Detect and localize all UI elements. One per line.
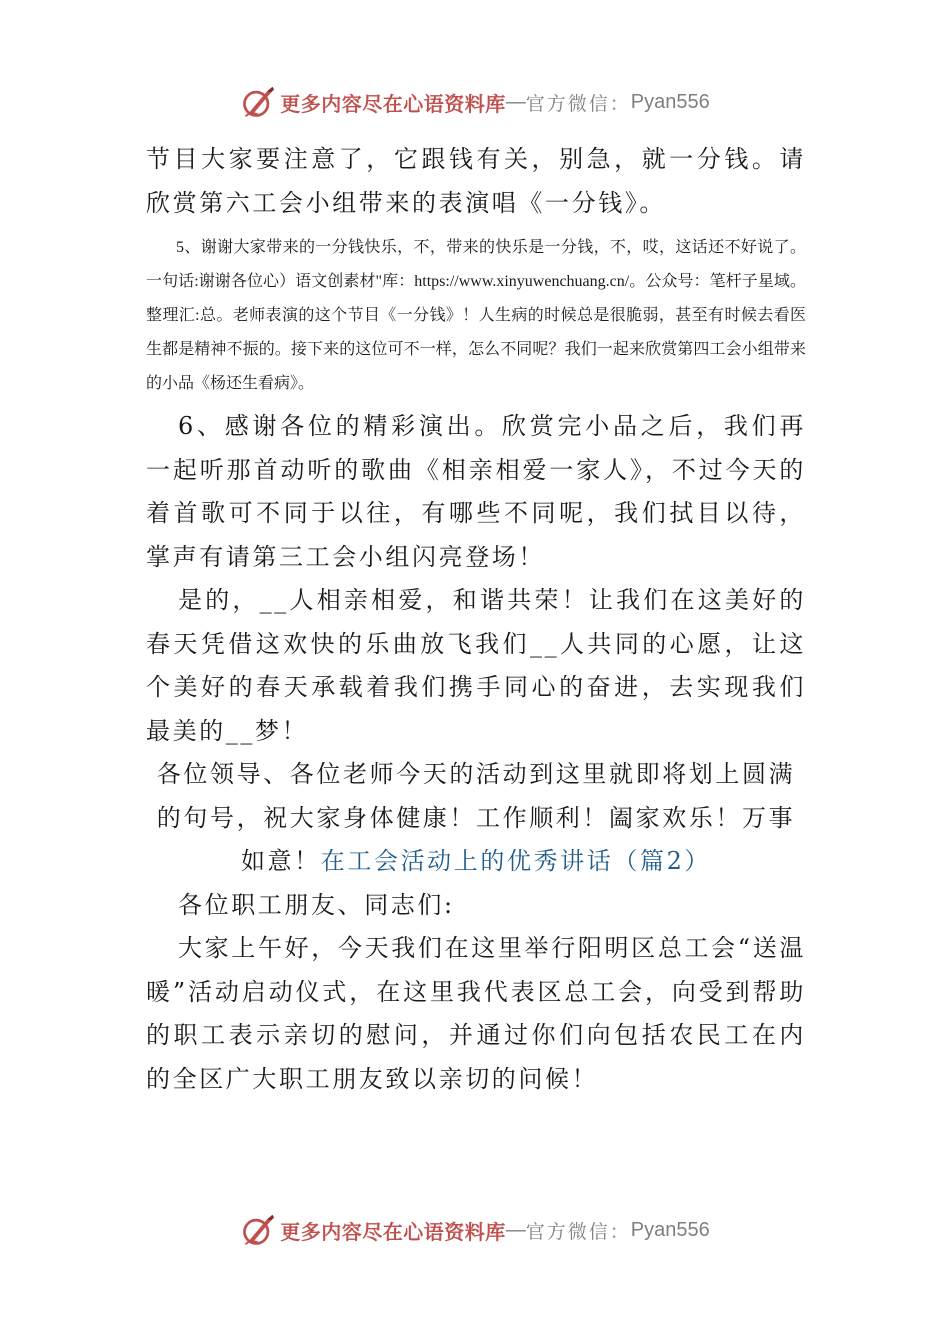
banner-label: 官方微信： — [525, 1220, 631, 1243]
banner-main-text: 更多内容尽在心语资料库 — [280, 1219, 506, 1244]
paragraph-7: 大家上午好，今天我们在这里举行阳明区总工会“送温暖”活动启动仪式，在这里我代表区总工会，向受到帮助的职工表示亲切的慰问，并通过你们向包括农民工在内的全区广大职工朋友致以亲切的问候！ — [146, 934, 806, 1093]
banner-wechat-id: Pyan556 — [630, 90, 710, 113]
footer-banner — [0, 1206, 950, 1254]
paragraph-5 — [146, 753, 806, 884]
document-body — [146, 138, 806, 1101]
pen-circle-logo-icon — [240, 84, 276, 120]
banner-label: 官方微信： — [525, 92, 631, 115]
header-banner — [0, 78, 950, 126]
banner-separator: — — [505, 1218, 526, 1241]
paragraph-6: 各位职工朋友、同志们: — [178, 890, 455, 919]
paragraph-4: 是的，__人相亲相爱，和谐共荣！让我们在这美好的春天凭借这欢快的乐曲放飞我们__人共同的心愿，让这个美好的春天承载着我们携手同心的奋进，去实现我们最美的__梦！ — [146, 586, 806, 745]
paragraph-2: 5、谢谢大家带来的一分钱快乐，不，带来的快乐是一分钱，不，哎，这话还不好说了。一句话:谢谢各位心）语文创素材"库：https://www.xinyuwenchuang.cn/。公众号：笔杆子星域。整理汇:总。老师表演的这个节目《一分钱》！人生病的时候总是很脆弱，甚至有时候去看医生都是精神不振的。接下来的这位可不一样，怎么不同呢？我们一起来欣赏第四工会小组带来的小品《杨还生看病》。 — [146, 239, 806, 392]
pen-circle-logo-icon — [240, 1212, 276, 1248]
banner-separator: — — [505, 90, 526, 113]
paragraph-3: 6、感谢各位的精彩演出。欣赏完小品之后，我们再一起听那首动听的歌曲《相亲相爱一家人》，不过今天的着首歌可不同于以往，有哪些不同呢，我们拭目以待，掌声有请第三工会小组闪亮登场！ — [146, 412, 806, 571]
banner-wechat-id: Pyan556 — [630, 1218, 710, 1241]
closing-remark: 各位领导、各位老师今天的活动到这里就即将划上圆满的句号，祝大家身体健康！工作顺利！阖家欢乐！万事如意！ — [156, 760, 796, 875]
section-heading: 在工会活动上的优秀讲话（篇2） — [320, 847, 712, 875]
banner-main-text: 更多内容尽在心语资料库 — [280, 91, 506, 116]
paragraph-1: 节目大家要注意了，它跟钱有关，别急，就一分钱。请欣赏第六工会小组带来的表演唱《一分钱》。 — [146, 145, 806, 217]
